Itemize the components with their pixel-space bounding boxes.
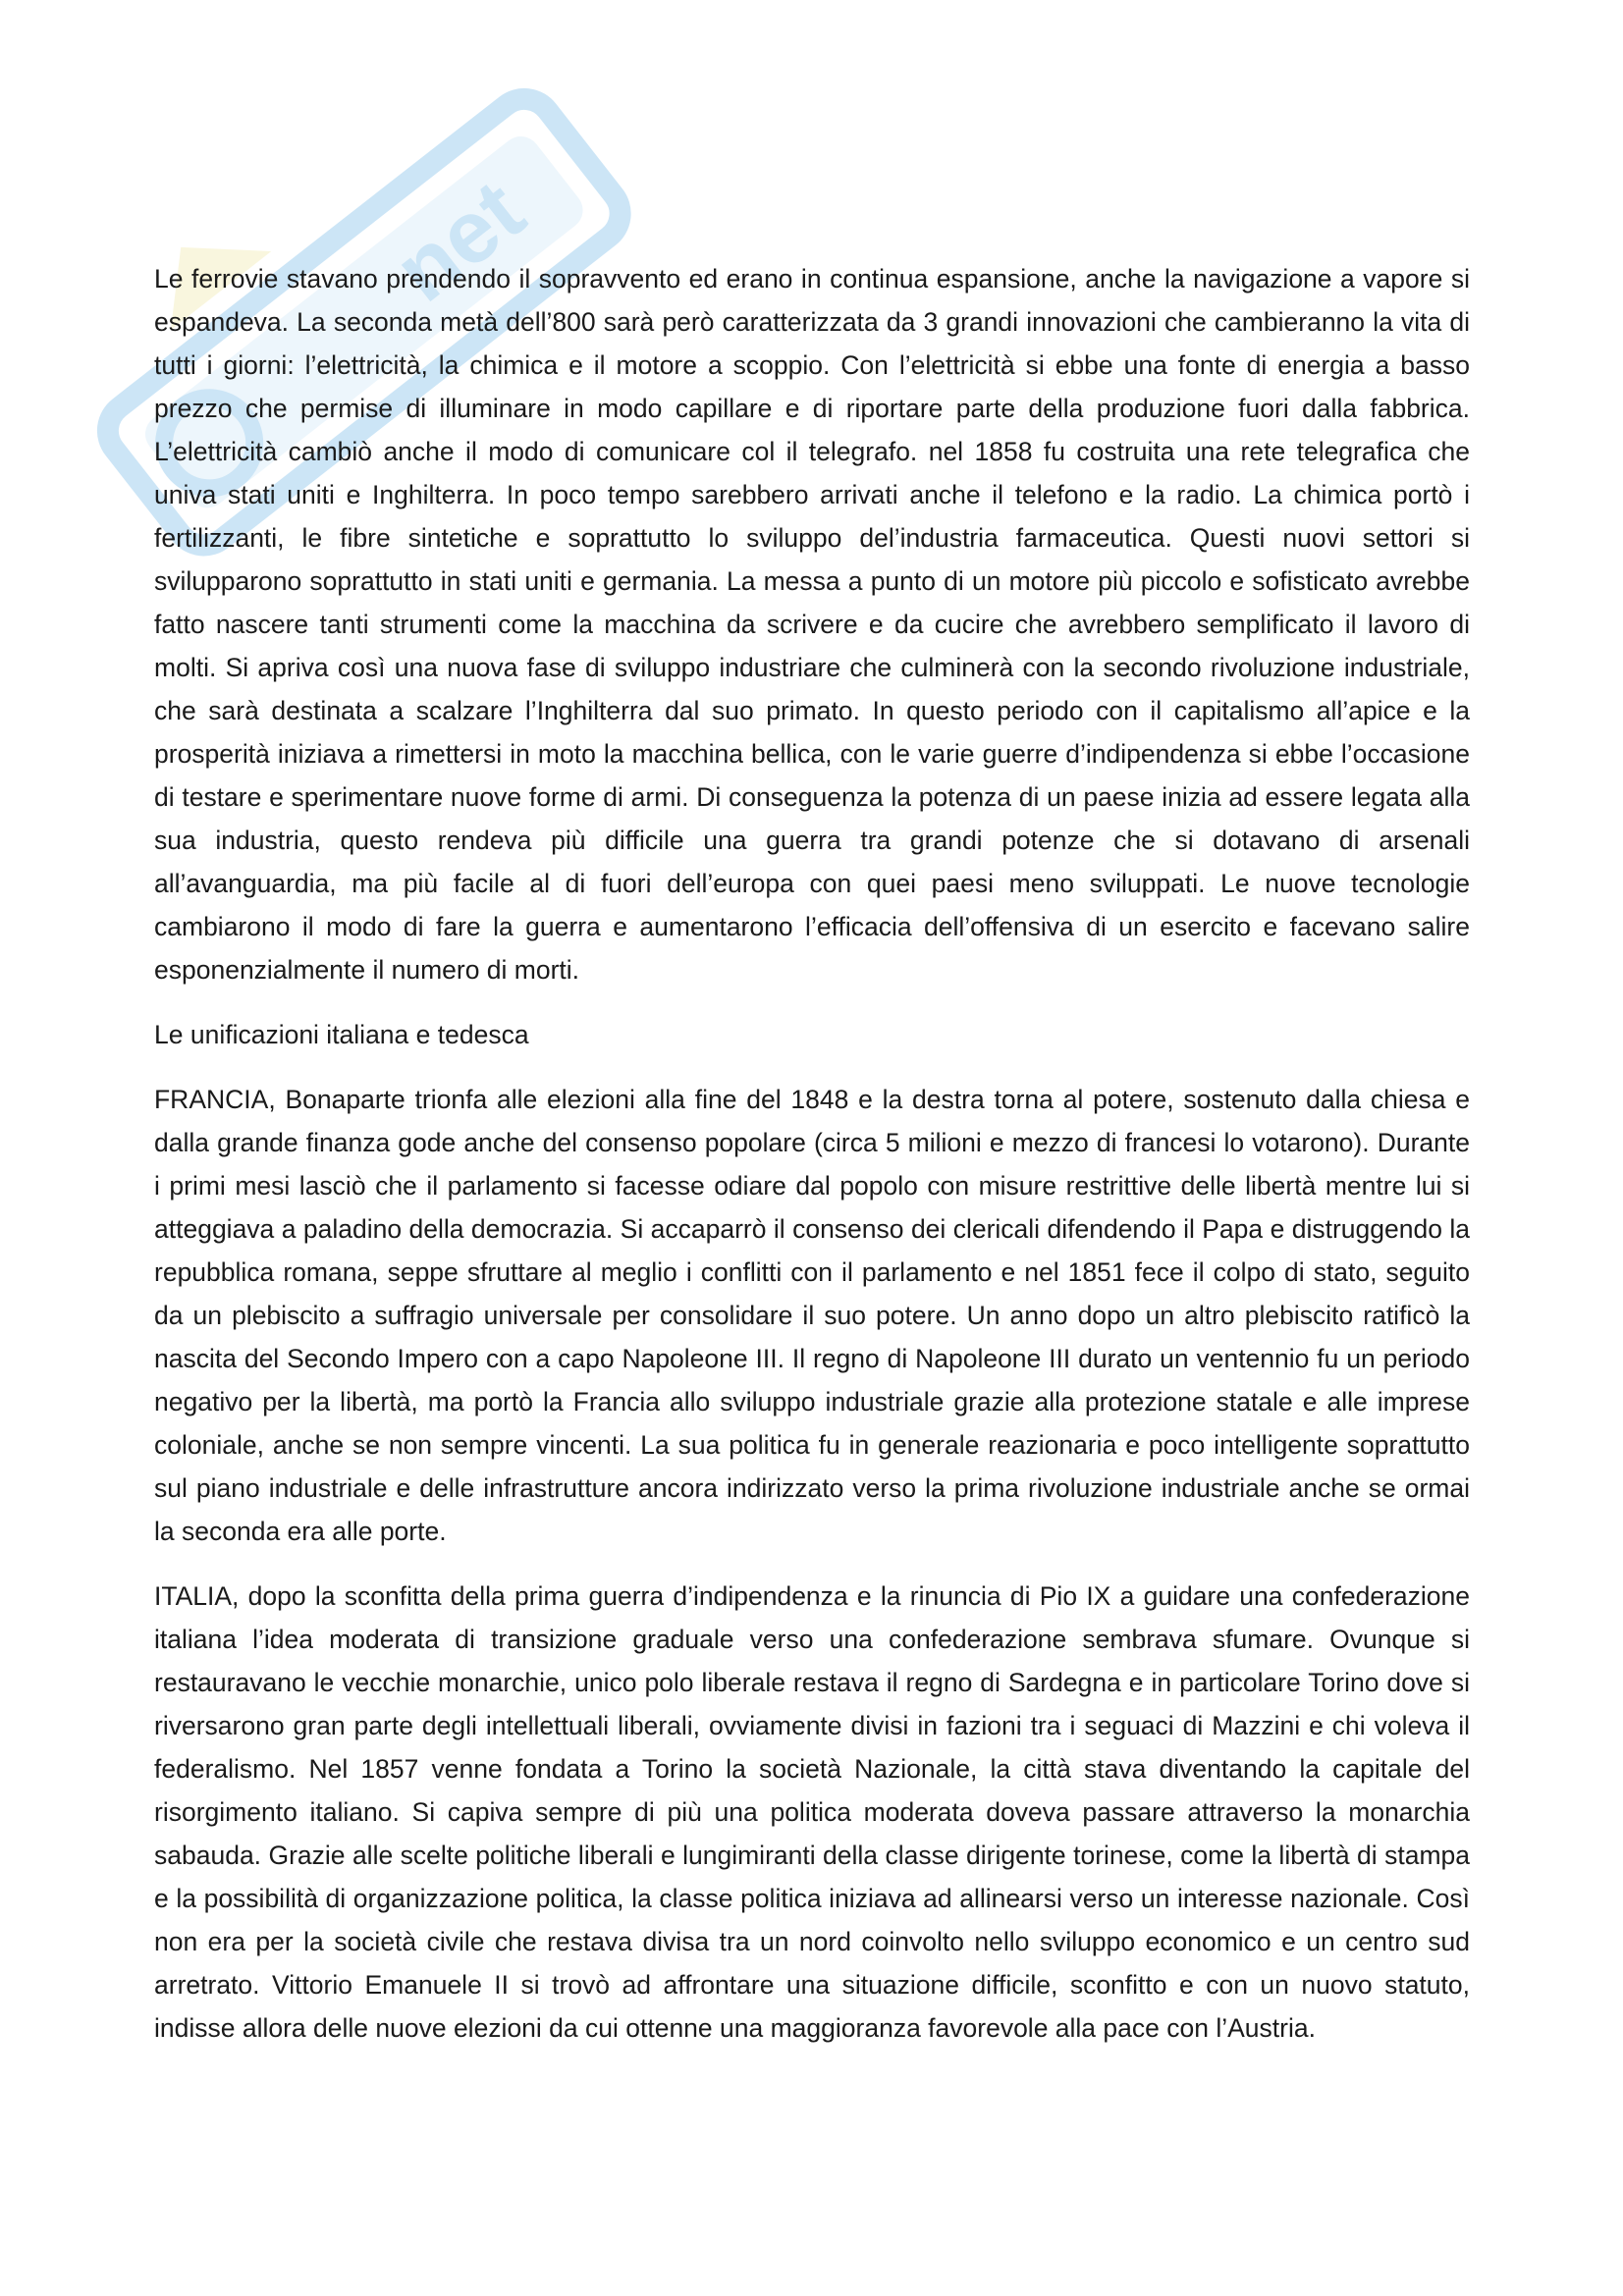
watermark-text: net (377, 161, 543, 321)
document-body (154, 257, 1470, 2050)
paragraph-intro: Le ferrovie stavano prendendo il sopravvento ed erano in continua espansione, anche la navigazione a vapore si espandeva. La seconda metà dell’800 sarà però caratterizzata da 3 grandi innovazioni che cambieranno la vita di tutti i giorni: l’elettricità, la chimica e il motore a scoppio. Con l’elettricità si ebbe una fonte di energia a basso prezzo che permise di illuminare in modo capillare e di riportare parte della produzione fuori dalla fabbrica. L’elettricità cambiò anche il modo di comunicare col il telegrafo. nel 1858 fu costruita una rete telegrafica che univa stati uniti e Inghilterra. In poco tempo sarebbero arrivati anche il telefono e la radio. La chimica portò i fertilizzanti, le fibre sintetiche e soprattutto lo sviluppo del’industria farmaceutica. Questi nuovi settori si svilupparono soprattutto in stati uniti e germania. La messa a punto di un motore più piccolo e sofisticato avrebbe fatto nascere tanti strumenti come la macchina da scrivere e da cucire che avrebbero semplificato il lavoro di molti. Si apriva così una nuova fase di sviluppo industriare che culminerà con la secondo rivoluzione industriale, che sarà destinata a scalzare l’Inghilterra dal suo primato. In questo periodo con il capitalismo all’apice e la prosperità iniziava a rimettersi in moto la macchina bellica, con le varie guerre d’indipendenza si ebbe l’occasione di testare e sperimentare nuove forme di armi. Di conseguenza la potenza di un paese inizia ad essere legata alla sua industria, questo rendeva più difficile una guerra tra grandi potenze che si dotavano di arsenali all’avanguardia, ma più facile al di fuori dell’europa con quei paesi meno sviluppati. Le nuove tecnologie cambiarono il modo di fare la guerra e aumentarono l’efficacia dell’offensiva di un esercito e facevano salire esponenzialmente il numero di morti. (154, 264, 1470, 985)
paragraph-italia: ITALIA, dopo la sconfitta della prima guerra d’indipendenza e la rinuncia di Pio IX a guidare una confederazione italiana l’idea moderata di transizione graduale verso una confederazione sembrava sfumare. Ovunque si restauravano le vecchie monarchie, unico polo liberale restava il regno di Sardegna e in particolare Torino dove si riversarono gran parte degli intellettuali liberali, ovviamente divisi in fazioni tra i seguaci di Mazzini e chi voleva il federalismo. Nel 1857 venne fondata a Torino la società Nazionale, la città stava diventando la capitale del risorgimento italiano. Si capiva sempre di più una politica moderata doveva passare attraverso la monarchia sabauda. Grazie alle scelte politiche liberali e lungimiranti della classe dirigente torinese, come la libertà di stampa e la possibilità di organizzazione politica, la classe politica iniziava ad allinearsi verso un interesse nazionale. Così non era per la società civile che restava divisa tra un nord coinvolto nello sviluppo economico e un centro sud arretrato. Vittorio Emanuele II si trovò ad affrontare una situazione difficile, sconfitto e con un nuovo statuto, indisse allora delle nuove elezioni da cui ottenne una maggioranza favorevole alla pace con l’Austria. (154, 1581, 1470, 2043)
section-heading: Le unificazioni italiana e tedesca (154, 1020, 529, 1049)
paragraph-francia: FRANCIA, Bonaparte trionfa alle elezioni alla fine del 1848 e la destra torna al potere, sostenuto dalla chiesa e dalla grande finanza gode anche del consenso popolare (circa 5 milioni e mezzo di francesi lo votarono). Durante i primi mesi lasciò che il parlamento si facesse odiare dal popolo con misure restrittive delle libertà mentre lui si atteggiava a paladino della democrazia. Si accaparrò il consenso dei clericali difendendo il Papa e distruggendo la repubblica romana, seppe sfruttare al meglio i conflitti con il parlamento e nel 1851 fece il colpo di stato, seguito da un plebiscito a suffragio universale per consolidare il suo potere. Un anno dopo un altro plebiscito ratificò la nascita del Secondo Impero con a capo Napoleone III. Il regno di Napoleone III durato un ventennio fu un periodo negativo per la libertà, ma portò la Francia allo sviluppo industriale grazie alla protezione statale e alle imprese coloniale, anche se non sempre vincenti. La sua politica fu in generale reazionaria e poco intelligente soprattutto sul piano industriale e delle infrastrutture ancora indirizzato verso la prima rivoluzione industriale anche se ormai la seconda era alle porte. (154, 1085, 1470, 1546)
